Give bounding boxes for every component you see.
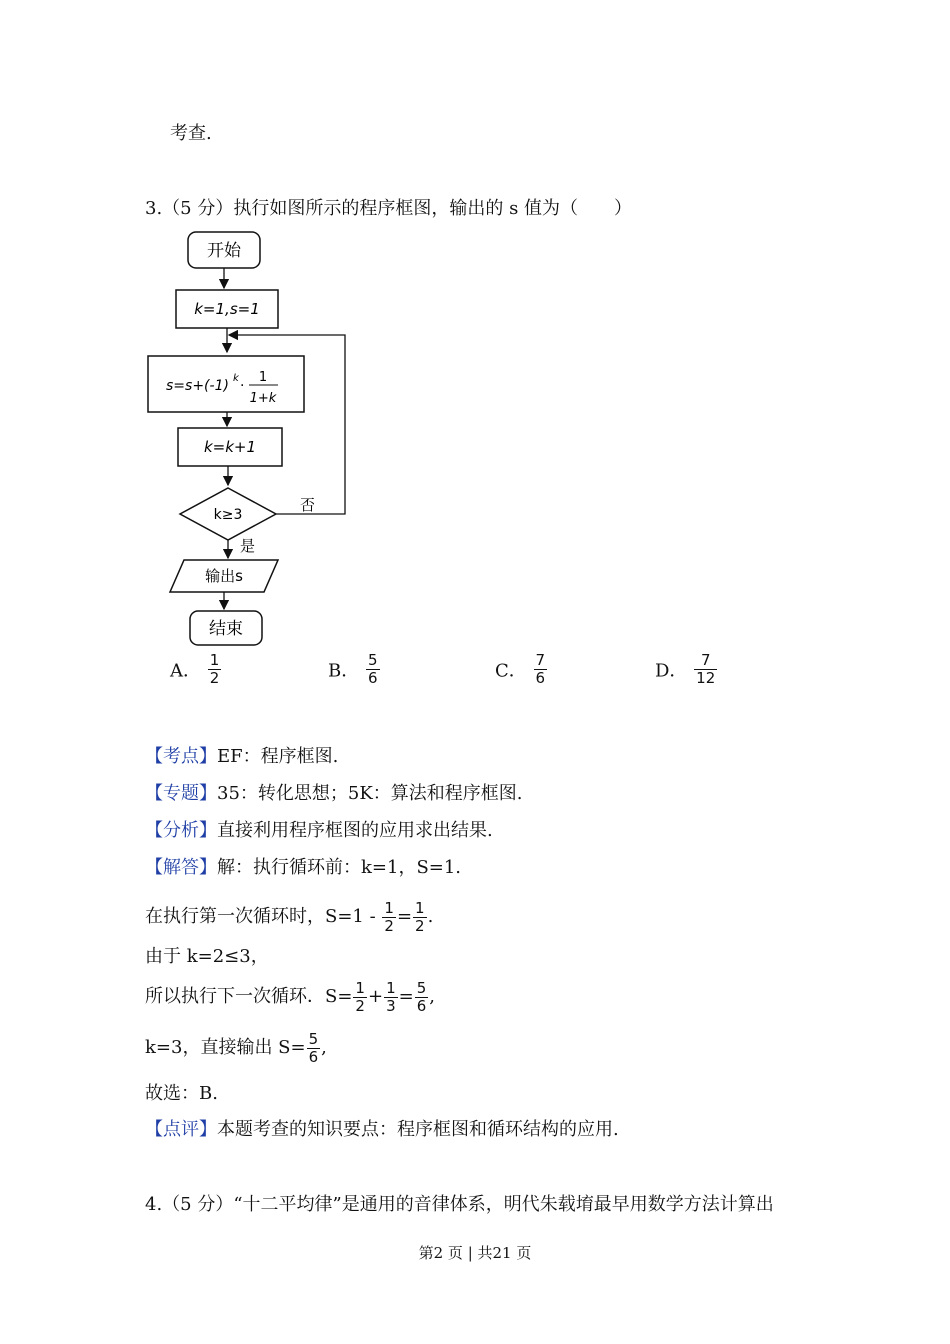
- next-question-stem: 4.（5 分）“十二平均律”是通用的音律体系，明代朱载堉最早用数学方法计算出: [145, 1194, 774, 1215]
- jieda-tag: 【解答】: [145, 857, 217, 878]
- option-a-fraction: $\frac{1}{2}$: [209, 651, 220, 687]
- step2-line: 由于 k=2≤3，: [145, 946, 269, 967]
- kaodian-line: [145, 745, 338, 769]
- option-b-fraction: $\frac{5}{6}$: [367, 651, 378, 687]
- kaodian-text: EF：程序框图.: [217, 746, 339, 767]
- answer-line: 故选：B.: [145, 1083, 218, 1104]
- option-a[interactable]: [170, 652, 222, 687]
- option-a-label: A．: [170, 660, 201, 682]
- start-text: 开始: [207, 241, 241, 261]
- previous-answer-tail: 考查.: [170, 123, 212, 144]
- zhuanti-tag: 【专题】: [145, 783, 217, 804]
- fenxi-text: 直接利用程序框图的应用求出结果.: [217, 820, 493, 841]
- dianping-tag: 【点评】: [145, 1119, 217, 1140]
- condition-text: k≥3: [213, 507, 243, 523]
- option-d[interactable]: [655, 652, 718, 687]
- output-text: 输出s: [205, 567, 243, 585]
- assign-exp: k: [233, 373, 239, 384]
- option-c-fraction: $\frac{7}{6}$: [535, 651, 546, 687]
- page-footer: 第2 页 | 共21 页: [418, 1244, 532, 1262]
- step1-line: 在执行第一次循环时，S=1 - $\frac{1}{2}$ = $\frac{1}{2}$ .: [145, 898, 434, 935]
- option-d-fraction: $\frac{7}{12}$: [696, 651, 716, 687]
- step3-line: 所以执行下一次循环．S= $\frac{1}{2}$ + $\frac{1}{3}$ = $\frac{5}{6}$ ,: [145, 978, 435, 1015]
- fenxi-line: [145, 819, 493, 843]
- question-stem: 3.（5 分）执行如图所示的程序框图，输出的 s 值为（ ）: [145, 198, 633, 219]
- zhuanti-text: 35：转化思想；5K：算法和程序框图.: [217, 783, 523, 804]
- option-b-label: B．: [328, 660, 360, 682]
- option-c[interactable]: [495, 652, 548, 687]
- assign-num: 1: [258, 370, 268, 385]
- assign-den: 1+k: [249, 391, 277, 406]
- no-label: 否: [300, 496, 316, 514]
- flowchart: [140, 228, 510, 648]
- end-text: 结束: [209, 619, 243, 639]
- zhuanti-line: [145, 782, 523, 806]
- jieda-line: [145, 856, 461, 880]
- init-text: k=1,s=1: [194, 300, 260, 318]
- option-d-label: D．: [655, 660, 688, 682]
- option-c-label: C．: [495, 660, 527, 682]
- option-b[interactable]: [328, 652, 381, 687]
- assign-dot: ·: [240, 378, 245, 394]
- assign-left: s=s+(-1): [166, 378, 229, 394]
- kaodian-tag: 【考点】: [145, 746, 217, 767]
- yes-label: 是: [240, 537, 256, 555]
- dianping-text: 本题考查的知识要点：程序框图和循环结构的应用.: [217, 1119, 619, 1140]
- fenxi-tag: 【分析】: [145, 820, 217, 841]
- step4-line: k=3，直接输出 S= $\frac{5}{6}$ ,: [145, 1029, 327, 1066]
- increment-text: k=k+1: [203, 438, 257, 456]
- dianping-line: [145, 1118, 619, 1142]
- jieda-text: 解：执行循环前：k=1，S=1.: [217, 857, 462, 878]
